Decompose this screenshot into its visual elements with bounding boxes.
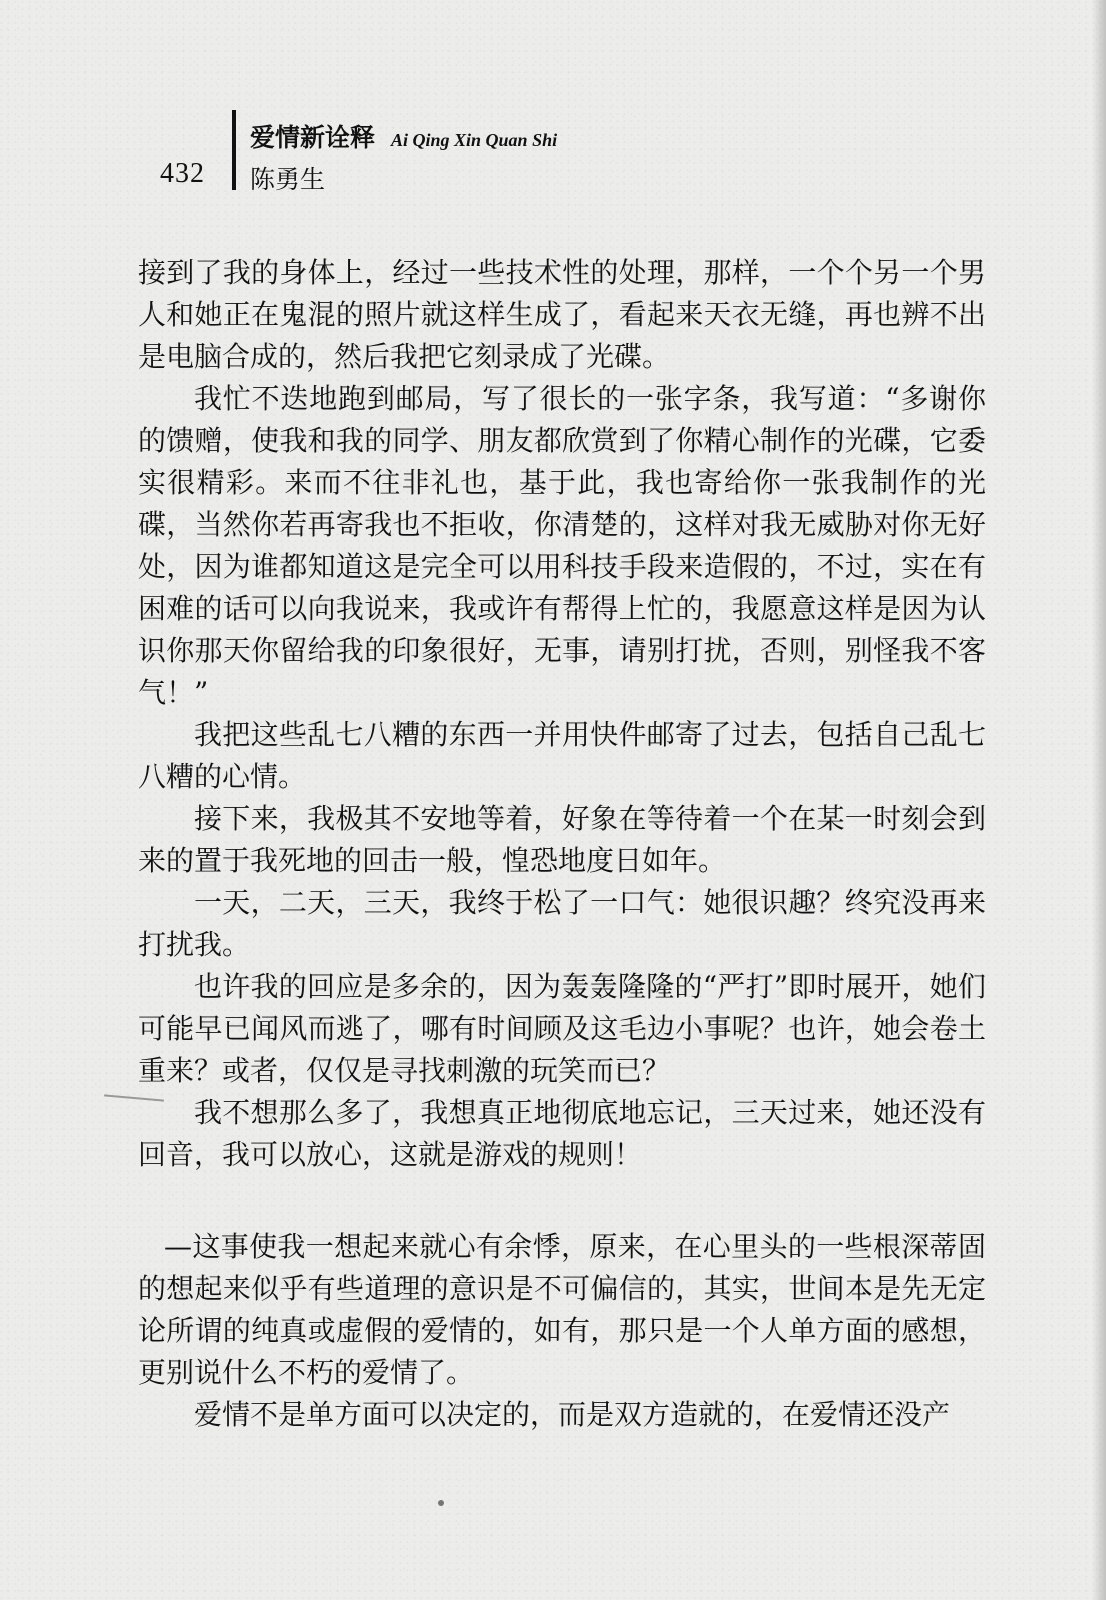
- paragraph: —这事使我一想起来就心有余悸，原来，在心里头的一些根深蒂固的想起来似乎有些道理的意识是不可偏信的，其实，世间本是先无定论所谓的纯真或虚假的爱情的，如有，那只是一个人单方面的感想，更别说什么不朽的爱情了。: [138, 1230, 986, 1389]
- paragraph: 接下来，我极其不安地等着，好象在等待着一个在某一时刻会到来的置于我死地的回击一般，惶恐地度日如年。: [138, 802, 986, 877]
- book-title: [250, 118, 557, 154]
- page-number: 432: [160, 158, 205, 189]
- book-title-pinyin: Ai Qing Xin Quan Shi: [391, 130, 558, 150]
- page-body: [138, 252, 986, 1436]
- paragraph: 接到了我的身体上，经过一些技术性的处理，那样，一个个另一个男人和她正在鬼混的照片就这样生成了，看起来天衣无缝，再也辨不出是电脑合成的，然后我把它刻录成了光碟。: [138, 256, 986, 373]
- header-divider: [232, 110, 236, 190]
- paragraph: 一天，二天，三天，我终于松了一口气：她很识趣？终究没再来打扰我。: [138, 886, 986, 961]
- paragraph: 我不想那么多了，我想真正地彻底地忘记，三天过来，她还没有回音，我可以放心，这就是游戏的规则！: [138, 1096, 986, 1171]
- paragraph: 我把这些乱七八糟的东西一并用快件邮寄了过去，包括自己乱七八糟的心情。: [138, 718, 986, 793]
- paragraph: 也许我的回应是多余的，因为轰轰隆隆的“严打”即时展开，她们可能早已闻风而逃了，哪有时间顾及这毛边小事呢？也许，她会卷土重来？或者，仅仅是寻找刺激的玩笑而已？: [138, 970, 986, 1087]
- paragraph: 我忙不迭地跑到邮局，写了很长的一张字条，我写道：“多谢你的馈赠，使我和我的同学、朋友都欣赏到了你精心制作的光碟，它委实很精彩。来而不往非礼也，基于此，我也寄给你一张我制作的光碟，当然你若再寄我也不拒收，你清楚的，这样对我无威胁对你无好处，因为谁都知道这是完全可以用科技手段来造假的，不过，实在有困难的话可以向我说来，我或许有帮得上忙的，我愿意这样是因为认识你那天你留给我的印象很好，无事，请别打扰，否则，别怪我不客气！”: [138, 382, 986, 709]
- running-header: [160, 108, 680, 198]
- author-name: 陈勇生: [250, 165, 326, 194]
- scan-artifact-dot: [438, 1500, 444, 1506]
- page-edge-shadow: [1092, 0, 1106, 1600]
- section-break: [138, 1176, 986, 1226]
- book-title-chinese: 爱情新诠释: [250, 123, 376, 152]
- paragraph: 爱情不是单方面可以决定的，而是双方造就的，在爱情还没产: [194, 1398, 951, 1431]
